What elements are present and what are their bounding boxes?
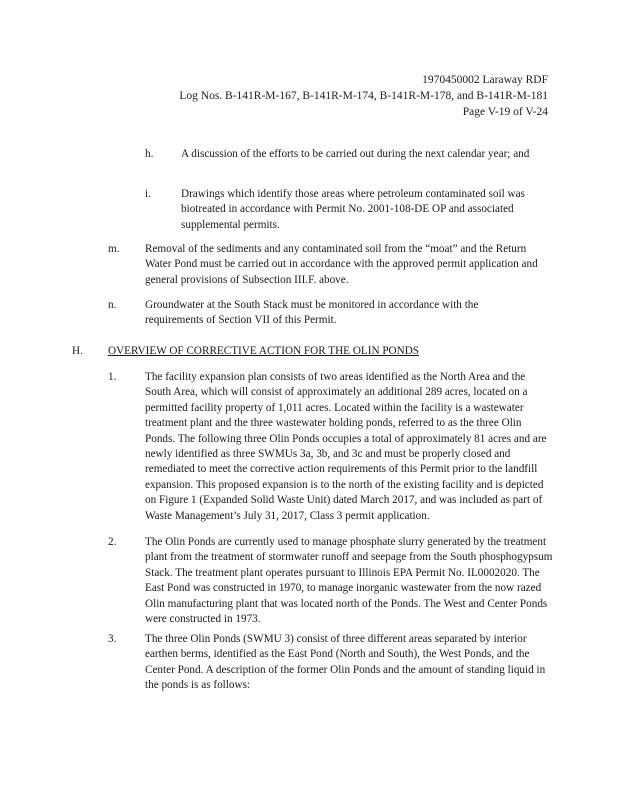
- header-line-1: 1970450002 Laraway RDF: [422, 74, 548, 86]
- item-text-i: Drawings which identify those areas where petroleum contaminated soil was biotreated in accordance with Permit No. 2001-108-DE OP and associated supplemental permits.: [181, 188, 525, 231]
- item-label-i: i.: [145, 188, 151, 200]
- header-line-2: Log Nos. B-141R-M-167, B-141R-M-174, B-141R-M-178, and B-141R-M-181: [179, 90, 548, 102]
- header-line-3: Page V-19 of V-24: [462, 106, 548, 118]
- section-title: OVERVIEW OF CORRECTIVE ACTION FOR THE OLIN PONDS: [108, 345, 420, 357]
- item-label-m: m.: [108, 243, 120, 255]
- section-label: H.: [72, 345, 83, 357]
- paragraph-text-1: The facility expansion plan consists of two areas identified as the North Area and the South Area, which will consist of approximately an additional 289 acres, located on a permitted facility property of 1,011 acres. Located within the facility is a wastewater treatment plant and the three wastewater holding ponds, referred to as the three Olin Ponds. The following three Olin Ponds occupies a total of approximately 81 acres and are newly identified as three SWMUs 3a, 3b, and 3c and must be properly closed and remediated to meet the corrective action requirements of this Permit prior to the landfill expansion. This proposed expansion is to the north of the existing facility and is depicted on Figure 1 (Expanded Solid Waste Unit) dated March 2017, and was included as part of Waste Management’s July 31, 2017, Class 3 permit application.: [145, 371, 547, 522]
- item-label-h: h.: [145, 148, 154, 160]
- item-label-n: n.: [108, 299, 117, 311]
- paragraph-label-2: 2.: [108, 536, 117, 548]
- item-text-h: A discussion of the efforts to be carried out during the next calendar year; and: [181, 148, 530, 160]
- paragraph-label-1: 1.: [108, 371, 117, 383]
- item-text-n: Groundwater at the South Stack must be monitored in accordance with the requirements of Section VII of this Permit.: [145, 299, 479, 327]
- paragraph-label-3: 3.: [108, 633, 117, 645]
- paragraph-text-3: The three Olin Ponds (SWMU 3) consist of three different areas separated by interior earthen berms, identified as the East Pond (North and South), the West Ponds, and the Center Pond. A description of the former Olin Ponds and the amount of standing liquid in the ponds is as follows:: [145, 633, 546, 692]
- item-text-m: Removal of the sediments and any contaminated soil from the “moat” and the Return Water Pond must be carried out in accordance with the approved permit application and general provisions of Subsection III.F. above.: [145, 243, 538, 286]
- paragraph-text-2: The Olin Ponds are currently used to manage phosphate slurry generated by the treatment plant from the treatment of stormwater runoff and seepage from the South phosphogypsum Stack. The treatment plant operates pursuant to Illinois EPA Permit No. IL0002020. The East Pond was constructed in 1970, to manage inorganic wastewater from the now razed Olin manufacturing plant that was located north of the Ponds. The West and Center Ponds were constructed in 1973.: [145, 536, 553, 626]
